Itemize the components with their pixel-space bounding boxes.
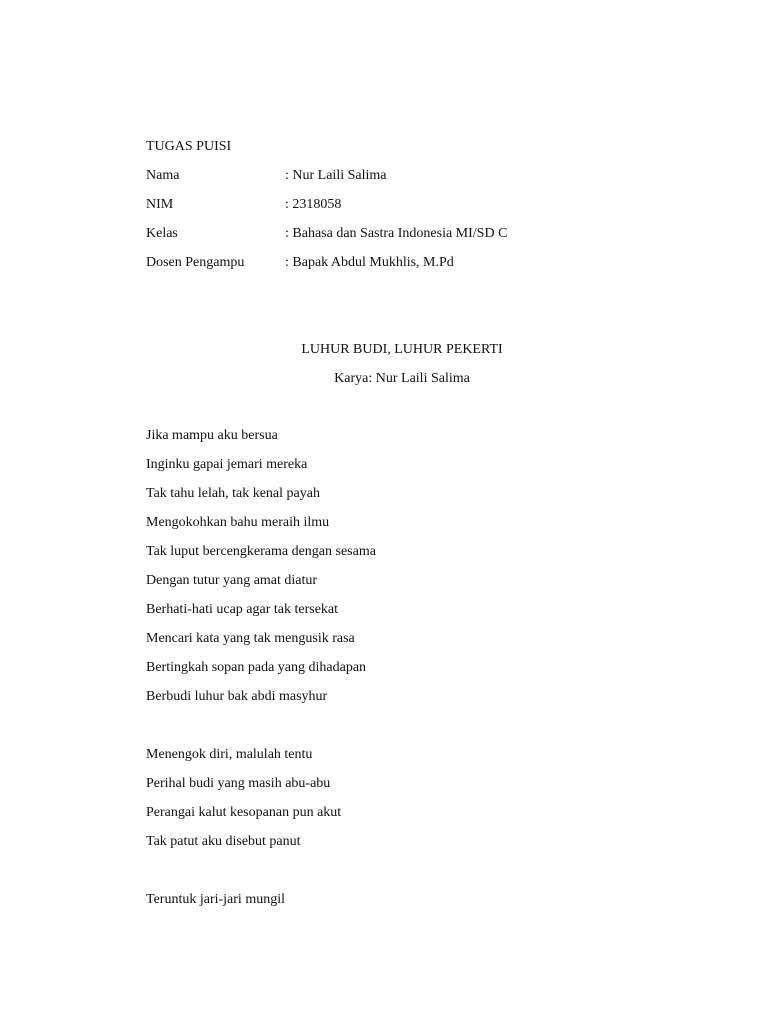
poem-line: Tak patut aku disebut panut xyxy=(146,834,301,849)
document-heading: TUGAS PUISI xyxy=(146,139,232,154)
info-value: : Bapak Abdul Mukhlis, M.Pd xyxy=(285,255,454,270)
info-value: : Nur Laili Salima xyxy=(285,168,387,183)
info-row-nim xyxy=(146,196,646,225)
poem-line: Berhati-hati ucap agar tak tersekat xyxy=(146,602,339,617)
poem-line: Perangai kalut kesopanan pun akut xyxy=(146,805,342,820)
poem-line: Mengokohkan bahu meraih ilmu xyxy=(146,515,330,530)
info-row-lecturer xyxy=(146,254,646,283)
poem-stanza-1 xyxy=(146,427,666,717)
info-label: Dosen Pengampu xyxy=(146,255,245,270)
poem-line: Teruntuk jari-jari mungil xyxy=(146,892,285,907)
student-info xyxy=(146,167,646,283)
poem-line: Mencari kata yang tak mengusik rasa xyxy=(146,631,355,646)
poem-title: LUHUR BUDI, LUHUR PEKERTI xyxy=(301,342,503,357)
poem-author: Karya: Nur Laili Salima xyxy=(334,371,470,386)
info-label: Kelas xyxy=(146,226,178,241)
poem-line: Tak tahu lelah, tak kenal payah xyxy=(146,486,320,501)
info-value: : Bahasa dan Sastra Indonesia MI/SD C xyxy=(285,226,508,241)
poem-stanza-3 xyxy=(146,891,666,920)
poem-line: Perihal budi yang masih abu-abu xyxy=(146,776,331,791)
poem-line: Dengan tutur yang amat diatur xyxy=(146,573,318,588)
poem-line: Berbudi luhur bak abdi masyhur xyxy=(146,689,328,704)
poem-line: Inginku gapai jemari mereka xyxy=(146,457,308,472)
info-label: Nama xyxy=(146,168,180,183)
poem-stanza-2 xyxy=(146,746,666,862)
poem-line: Jika mampu aku bersua xyxy=(146,428,278,443)
poem-line: Tak luput bercengkerama dengan sesama xyxy=(146,544,376,559)
info-value: : 2318058 xyxy=(285,197,342,212)
info-row-class xyxy=(146,225,646,254)
poem-line: Bertingkah sopan pada yang dihadapan xyxy=(146,660,367,675)
info-label: NIM xyxy=(146,197,174,212)
poem-line: Menengok diri, malulah tentu xyxy=(146,747,313,762)
info-row-name xyxy=(146,167,646,196)
